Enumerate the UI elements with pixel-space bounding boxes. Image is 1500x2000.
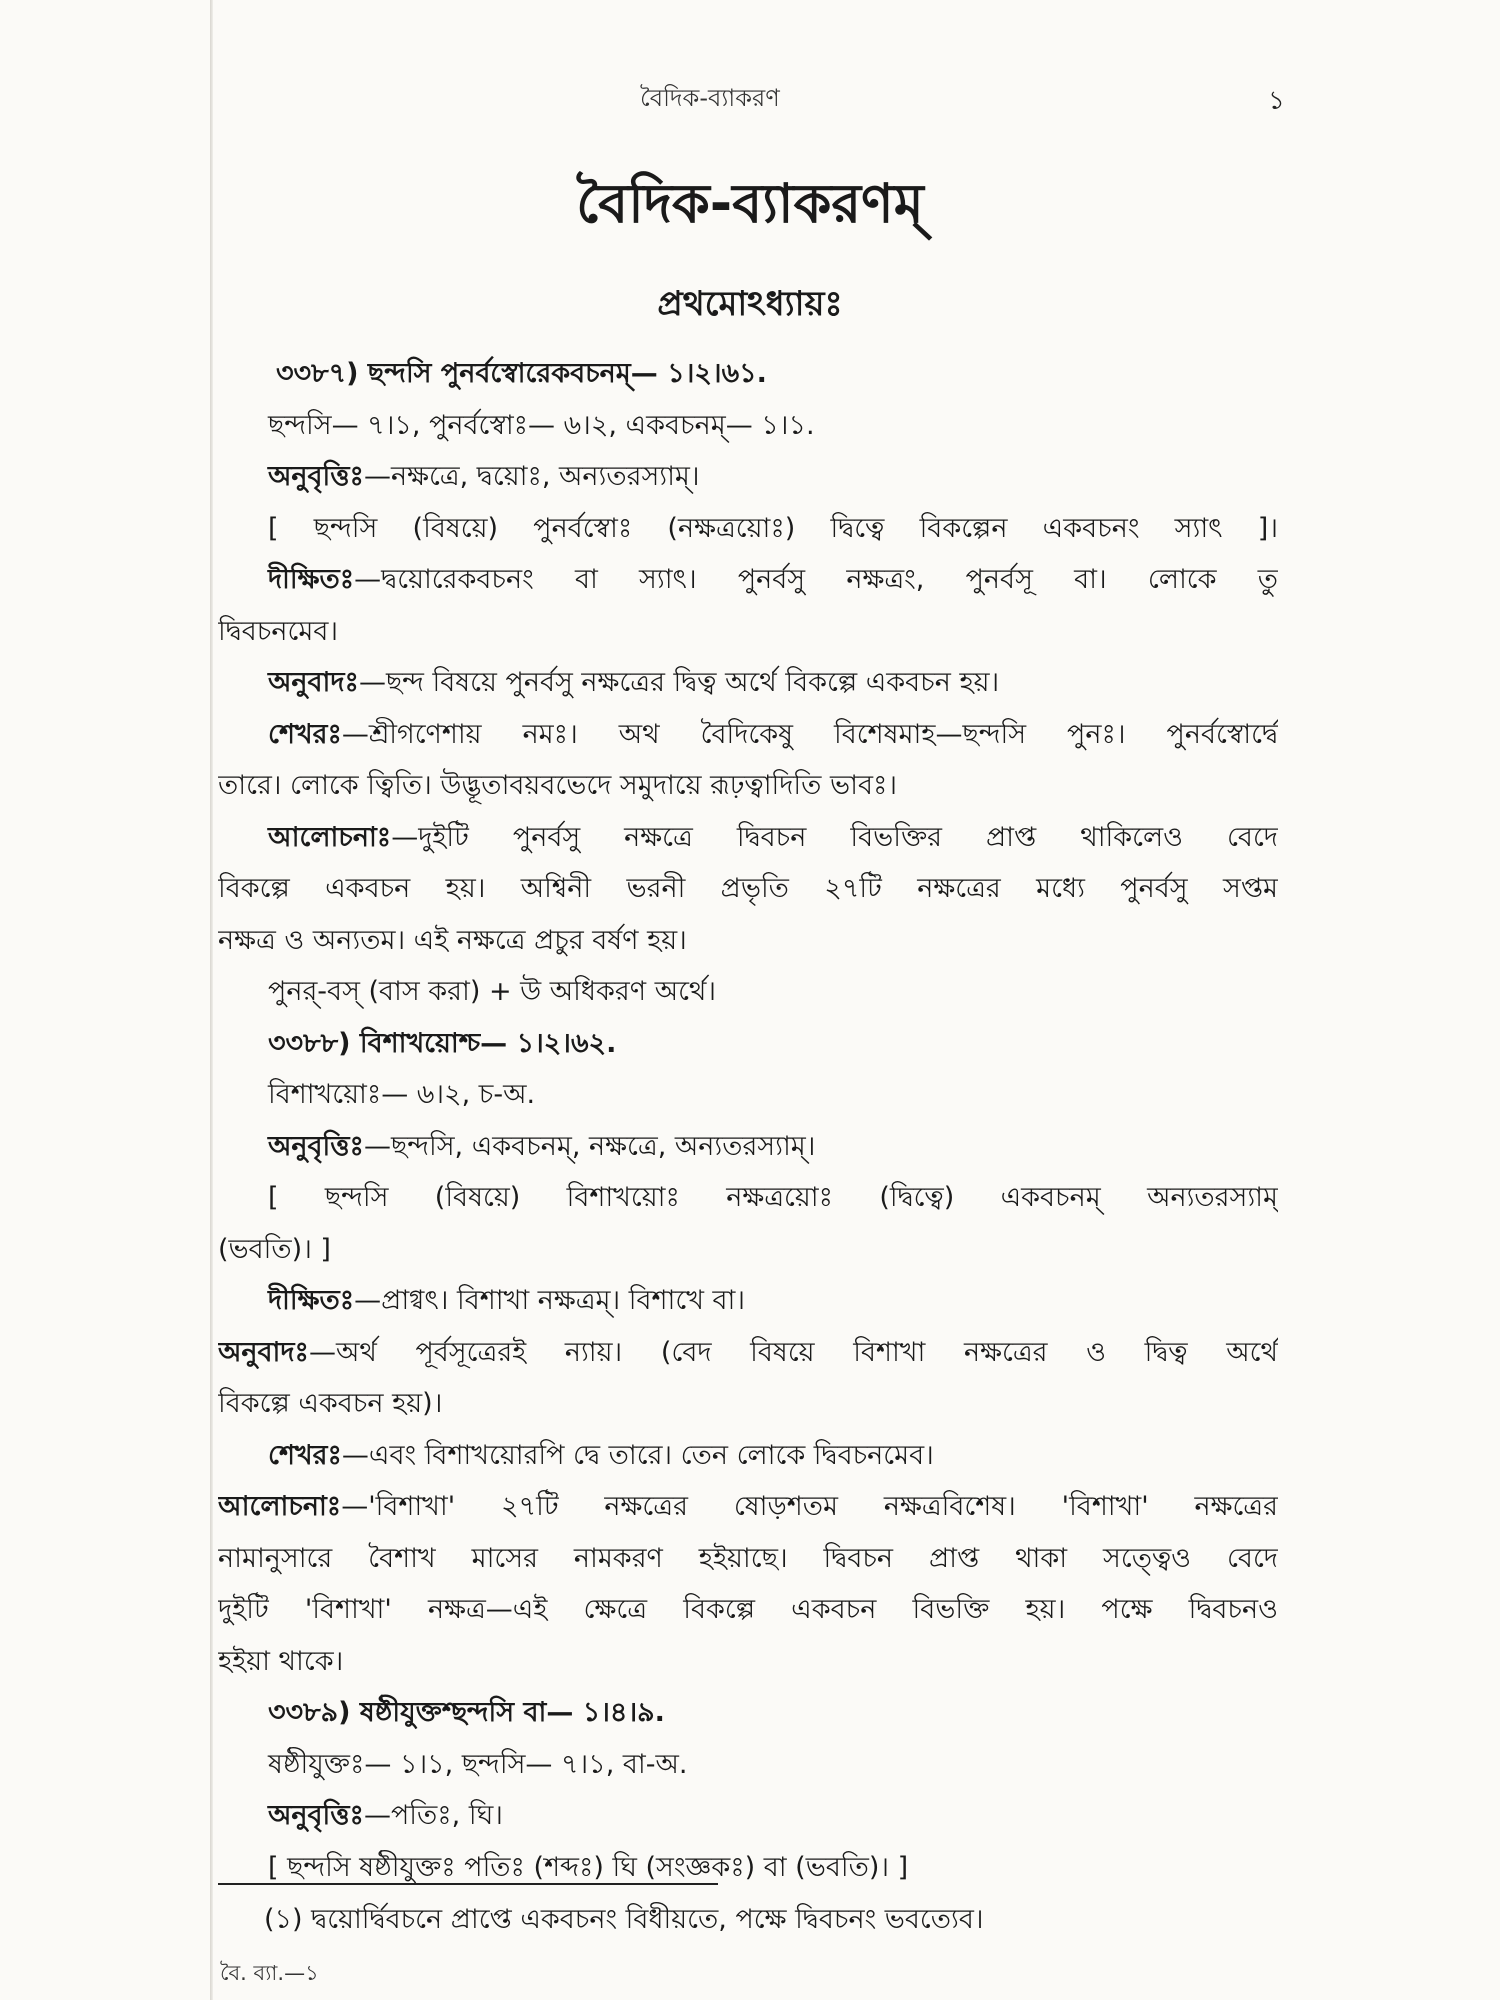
sutra-padas: ষষ্ঠীযুক্তঃ— ১।১, ছন্দসি— ৭।১, বা-অ.	[268, 1748, 688, 1780]
alochana-label: আলোচনাঃ	[268, 821, 392, 853]
anuvritti-text: —নক্ষত্রে, দ্বয়োঃ, অন্যতরস্যাম্।	[363, 461, 700, 492]
vritti-line: [ ছন্দসি (বিষয়ে) পুনর্বস্বোঃ (নক্ষত্রয়োঃ) দ্বিত্বে বিকল্পেন একবচনং স্যাৎ ]।	[268, 512, 1278, 544]
anuvada-label: অনুবাদঃ	[218, 1336, 309, 1368]
anuvada-line	[218, 1327, 1278, 1379]
alochana-text: —'বিশাখা' ২৭টি নক্ষত্রের ষোড়শতম নক্ষত্রবিশেষ। 'বিশাখা' নক্ষত্রের	[341, 1491, 1278, 1522]
shekhara-line	[218, 1430, 1278, 1482]
anuvritti-line	[218, 451, 1278, 503]
dikshita-label: দীক্ষিতঃ	[268, 1285, 355, 1316]
page-body	[218, 348, 1278, 1893]
shekhara-text: —এবং বিশাখয়োরপি দ্বে তারে। তেন লোকে দ্বিবচনমেব।	[341, 1439, 934, 1471]
dikshita-line	[218, 554, 1278, 606]
alochana-text: —দুইটি পুনর্বসু নক্ষত্রে দ্বিবচন বিভক্তির প্রাপ্ত থাকিলেও বেদে	[391, 821, 1278, 853]
sutra-padas: ছন্দসি— ৭।১, পুনর্বস্বোঃ— ৬।২, একবচনম্— ১।১.	[268, 409, 815, 441]
dikshita-continuation: দ্বিবচনমেব।	[218, 615, 339, 647]
shekhara-label: শেখরঃ	[268, 718, 342, 750]
alochana-continuation: নামানুসারে বৈশাখ মাসের নামকরণ হইয়াছে। দ্বিবচন প্রাপ্ত থাকা সত্ত্বেও বেদে	[218, 1542, 1278, 1574]
anuvritti-line	[218, 1790, 1278, 1842]
anuvada-continuation: বিকল্পে একবচন হয়)।	[218, 1388, 443, 1419]
dikshita-line	[218, 1275, 1278, 1327]
sutra-heading: ৩৩৮৭) ছন্দসি পুনর্বস্বোরেকবচনম্— ১।২।৬১.	[276, 358, 767, 389]
sutra-heading: ৩৩৮৮) বিশাখয়োশ্চ— ১।২।৬২.	[268, 1027, 617, 1059]
alochana-label: আলোচনাঃ	[218, 1491, 342, 1522]
running-title: বৈদিক-ব্যাকরণ	[640, 84, 780, 112]
dikshita-label: দীক্ষিতঃ	[268, 564, 355, 595]
vritti-line: [ ছন্দসি (বিষয়ে) বিশাখয়োঃ নক্ষত্রয়োঃ (দ্বিত্বে) একবচনম্ অন্যতরস্যাম্	[268, 1182, 1278, 1213]
signature-mark: বৈ. ব্যা.—১	[220, 1961, 319, 1985]
alochana-continuation: হইয়া থাকে।	[218, 1645, 344, 1677]
chapter-heading: প্রথমোঽধ্যায়ঃ	[657, 284, 843, 324]
anuvritti-label: অনুবৃত্তিঃ	[268, 1800, 364, 1831]
dikshita-text: —দ্বয়োরেকবচনং বা স্যাৎ। পুনর্বসু নক্ষত্রং, পুনর্বসূ বা। লোকে তু	[354, 564, 1278, 595]
alochana-line	[218, 812, 1278, 864]
anuvritti-text: —ছন্দসি, একবচনম্, নক্ষত্রে, অন্যতরস্যাম্।	[363, 1130, 816, 1162]
anuvritti-line	[218, 1121, 1278, 1173]
shekhara-text: —শ্রীগণেশায় নমঃ। অথ বৈদিকেষু বিশেষমাহ—ছন্দসি পুনঃ। পুনর্বস্বোর্দ্বে	[341, 718, 1278, 750]
shekhara-line	[218, 709, 1278, 761]
sutra-heading: ৩৩৮৯) ষষ্ঠীযুক্তশ্ছন্দসি বা— ১।৪।৯.	[268, 1697, 665, 1728]
alochana-continuation: বিকল্পে একবচন হয়। অশ্বিনী ভরনী প্রভৃতি ২৭টি নক্ষত্রের মধ্যে পুনর্বসু সপ্তম	[218, 873, 1278, 904]
anuvada-text: —ছন্দ বিষয়ে পুনর্বসু নক্ষত্রের দ্বিত্ব অর্থে বিকল্পে একবচন হয়।	[358, 667, 1000, 698]
anuvada-label: অনুবাদঃ	[268, 667, 359, 698]
page-title: বৈদিক-ব্যাকরণম্	[576, 172, 924, 235]
shekhara-label: শেখরঃ	[268, 1439, 342, 1471]
anuvada-line	[218, 657, 1278, 709]
page-number: ১	[1268, 86, 1285, 116]
anuvada-text: —অর্থ পূর্বসূত্রেরই ন্যায়। (বেদ বিষয়ে বিশাখা নক্ষত্রের ও দ্বিত্ব অর্থে	[308, 1336, 1278, 1368]
alochana-continuation: দুইটি 'বিশাখা' নক্ষত্র—এই ক্ষেত্রে বিকল্পে একবচন বিভক্তি হয়। পক্ষে দ্বিবচনও	[218, 1594, 1278, 1625]
sutra-padas: বিশাখয়োঃ— ৬।২, চ-অ.	[268, 1079, 536, 1110]
vritti-line: [ ছন্দসি ষষ্ঠীযুক্তঃ পতিঃ (শব্দঃ) ঘি (সংজ্ঞকঃ) বা (ভবতি)। ]	[268, 1851, 909, 1883]
footnote-divider	[218, 1883, 718, 1885]
anuvritti-label: অনুবৃত্তিঃ	[268, 461, 364, 492]
alochana-line	[218, 1481, 1278, 1533]
shekhara-continuation: তারে। লোকে ত্বিতি। উদ্ভূতাবয়বভেদে সমুদায়ে রূঢ়ত্বাদিতি ভাবঃ।	[218, 770, 898, 801]
dikshita-text: —প্রাগ্বৎ। বিশাখা নক্ষত্রম্। বিশাখে বা।	[354, 1285, 746, 1316]
alochana-continuation: নক্ষত্র ও অন্যতম। এই নক্ষত্রে প্রচুর বর্ষণ হয়।	[218, 924, 687, 956]
anuvritti-text: —পতিঃ, ঘি।	[363, 1800, 503, 1831]
vritti-continuation: (ভবতি)। ]	[218, 1233, 331, 1265]
etymology-line: পুনর্-বস্ (বাস করা) + উ অধিকরণ অর্থে।	[268, 976, 717, 1007]
footnote: (১) দ্বয়োর্দ্বিবচনে প্রাপ্তে একবচনং বিধীয়তে, পক্ষে দ্বিবচনং ভবত্যেব।	[264, 1904, 984, 1935]
anuvritti-label: অনুবৃত্তিঃ	[268, 1130, 364, 1162]
